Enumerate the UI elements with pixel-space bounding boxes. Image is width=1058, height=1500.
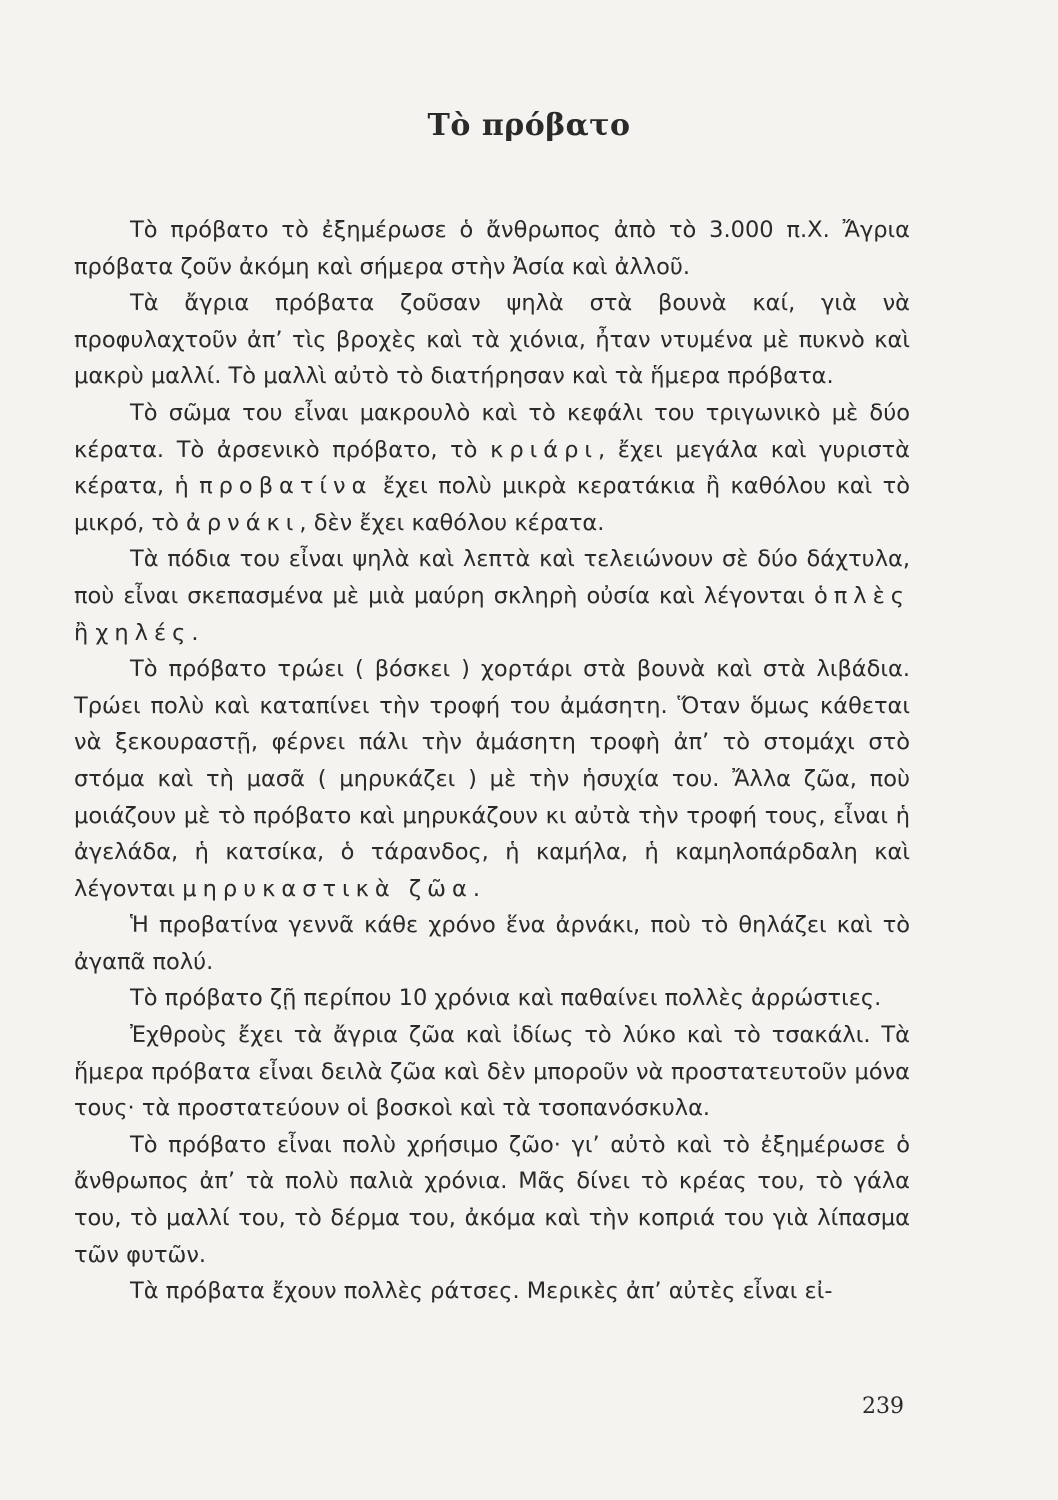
body-text xyxy=(74,212,910,1310)
paragraph-text: ἢ xyxy=(74,619,96,646)
paragraph-text: . xyxy=(191,619,199,646)
paragraph-text: Τὸ πρόβατο ζῇ περίπου 10 χρόνια καὶ παθαίνει πολλὲς ἀρρώστιες. xyxy=(130,985,882,1012)
paragraph xyxy=(74,285,910,395)
paragraph xyxy=(74,980,910,1017)
paragraph-text: Τὸ πρόβατο τὸ ἐξημέρωσε ὁ ἄνθρωπος ἀπὸ τὸ 3.000 π.Χ. Ἄγρια πρόβατα ζοῦν ἀκόμη καὶ σήμερα στὴν Ἀσία καὶ ἀλλοῦ. xyxy=(74,217,910,280)
page-title: Τὸ πρόβατο xyxy=(427,108,631,143)
spaced-term: μηρυκαστικὰ ζῶα xyxy=(182,875,473,902)
spaced-term: ἀρνάκι xyxy=(186,509,300,536)
paragraph-text: Τὰ ἄγρια πρόβατα ζοῦσαν ψηλὰ στὰ βουνὰ καί, γιὰ νὰ προφυλαχτοῦν ἀπ’ τὶς βροχὲς καὶ τὰ χιόνια, ἦταν ντυμένα μὲ πυκνὸ καὶ μακρὺ μαλλί. Τὸ μαλλὶ αὐτὸ τὸ διατήρησαν καὶ τὰ ἥμερα πρόβατα. xyxy=(74,290,910,390)
paragraph-text: , ἔχει μεγάλα καὶ γυριστὰ κέρατα, ἡ xyxy=(74,436,910,500)
spaced-term: χηλές xyxy=(95,619,192,646)
page-number: 239 xyxy=(862,1394,904,1419)
paragraph xyxy=(74,395,910,541)
paragraph-text: Τὸ σῶμα του εἶναι μακρουλὸ καὶ τὸ κεφάλι του τριγωνικὸ μὲ δύο κέρατα. Τὸ ἀρσενικὸ πρόβατο, τὸ xyxy=(74,399,910,463)
spaced-term: προβατίνα xyxy=(199,473,373,500)
paragraph xyxy=(74,1127,910,1273)
paragraph xyxy=(74,1017,910,1127)
paragraph-text: Τὸ πρόβατο τρώει ( βόσκει ) χορτάρι στὰ βουνὰ καὶ στὰ λιβάδια. Τρώει πολὺ καὶ καταπίνει τὴν τροφή του ἀμάσητη. Ὅταν ὅμως κάθεται νὰ ξεκουραστῇ, φέρνει πάλι τὴν ἀμάσητη τροφὴ ἀπ’ τὸ στομάχι στὸ στόμα καὶ τὴ μασᾶ ( μηρυκάζει ) μὲ τὴν ἡσυχία του. Ἄλλα ζῶα, ποὺ μοιάζουν μὲ τὸ πρόβατο καὶ μηρυκάζουν κι αὐτὰ τὴν τροφή τους, εἶναι ἡ ἀγελάδα, ἡ κατσίκα, ὁ τάρανδος, ἡ καμήλα, ἡ καμηλοπάρδαλη καὶ λέγονται xyxy=(74,656,910,902)
paragraph xyxy=(74,212,910,285)
paragraph xyxy=(74,651,910,907)
paragraph-text: ἔχει πολὺ μικρὰ κερατάκια ἢ καθόλου καὶ τὸ μικρό, τὸ xyxy=(74,473,910,536)
paragraph-text: Ἐχθροὺς ἔχει τὰ ἄγρια ζῶα καὶ ἰδίως τὸ λύκο καὶ τὸ τσακάλι. Τὰ ἥμερα πρόβατα εἶναι δειλὰ ζῶα καὶ δὲν μποροῦν νὰ προστατευτοῦν μόνα τους· τὰ προστατεύουν οἱ βοσκοὶ καὶ τὰ τσοπανόσκυλα. xyxy=(74,1022,910,1122)
paragraph-text: . xyxy=(472,875,480,902)
paragraph-text: Τὰ πόδια του εἶναι ψηλὰ καὶ λεπτὰ καὶ τελειώνουν σὲ δύο δάχτυλα, ποὺ εἶναι σκεπασμένα μὲ μιὰ μαύρη σκληρὴ οὐσία καὶ λέγονται xyxy=(74,546,910,609)
paragraph-text: Ἡ προβατίνα γεννᾶ κάθε χρόνο ἕνα ἀρνάκι, ποὺ τὸ θηλάζει καὶ τὸ ἀγαπᾶ πολύ. xyxy=(74,912,910,975)
paragraph-text: Τὸ πρόβατο εἶναι πολὺ χρήσιμο ζῶο· γι’ αὐτὸ καὶ τὸ ἐξημέρωσε ὁ ἄνθρωπος ἀπ’ τὰ πολὺ παλιὰ χρόνια. Μᾶς δίνει τὸ κρέας του, τὸ γάλα του, τὸ μαλλί του, τὸ δέρμα του, ἀκόμα καὶ τὴν κοπριά του γιὰ λίπασμα τῶν φυτῶν. xyxy=(74,1131,910,1268)
paragraph-text: , δὲν ἔχει καθόλου κέρατα. xyxy=(299,509,605,536)
paragraph xyxy=(74,907,910,980)
paragraph xyxy=(74,1273,910,1310)
spaced-term: κριάρι xyxy=(490,436,598,463)
paragraph-text: Τὰ πρόβατα ἔχουν πολλὲς ράτσες. Μερικὲς ἀπ’ αὐτὲς εἶναι εἰ- xyxy=(130,1278,833,1305)
spaced-term: ὁπλὲς xyxy=(814,582,910,609)
paragraph xyxy=(74,541,910,651)
